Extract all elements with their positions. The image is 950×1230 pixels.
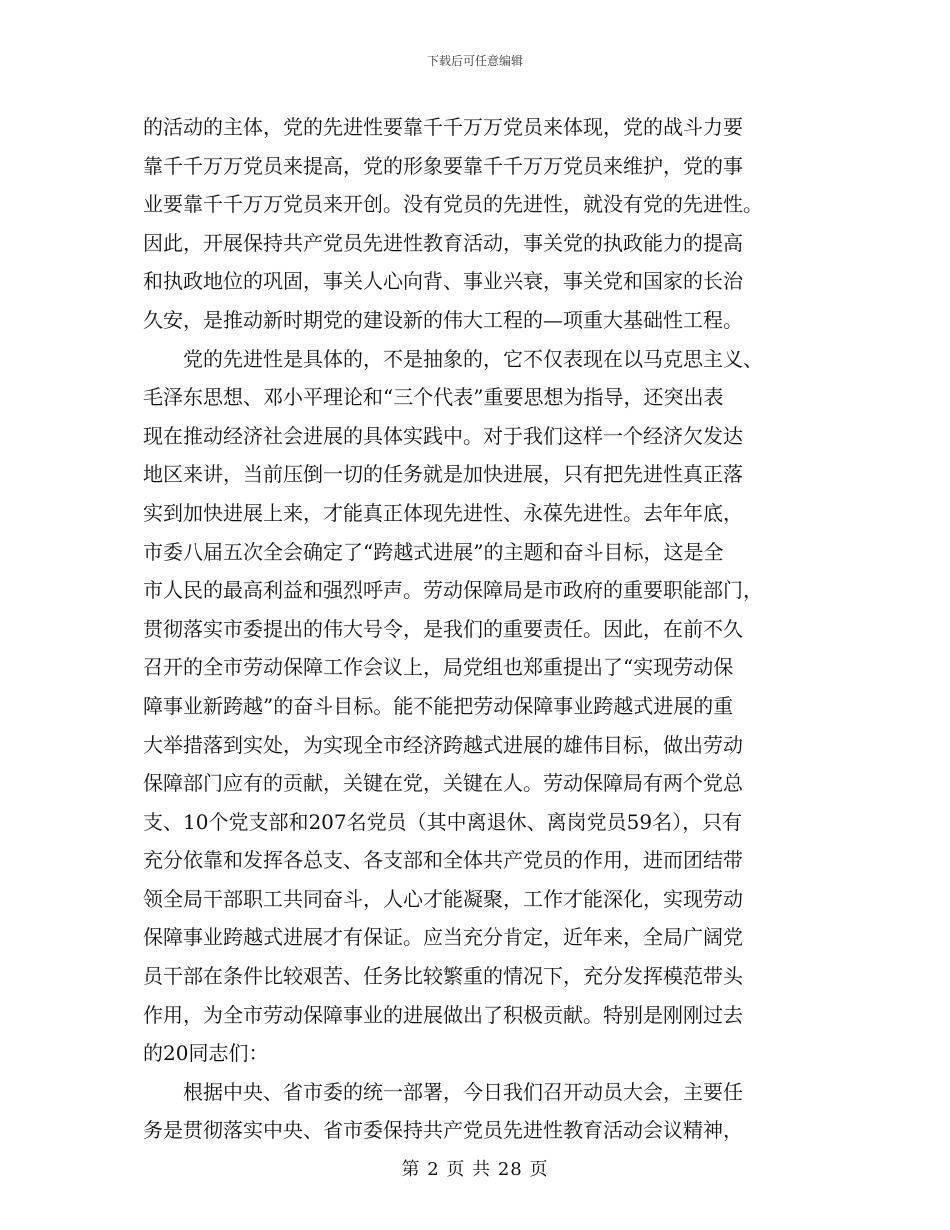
text-line: 召开的全市劳动保障工作会议上，局党组也郑重提出了“实现劳动保 — [143, 655, 734, 680]
text-line: 保障部门应有的贡献，关键在党，关键在人。劳动保障局有两个党总 — [143, 771, 743, 796]
page-number-footer: 第 2 页 共 28 页 — [401, 1159, 549, 1180]
text-line: 支、10个党支部和207名党员（其中离退休、离岗党员59名），只有 — [143, 809, 743, 834]
text-line: 作用，为全市劳动保障事业的进展做出了积极贡献。特别是刚刚过去 — [143, 1002, 743, 1027]
page-header: 下载后可任意编辑 — [426, 54, 523, 68]
text-line: 业要靠千千万万党员来开创。没有党员的先进性，就没有党的先进性。 — [143, 192, 763, 217]
text-line: 大举措落到实处，为实现全市经济跨越式进展的雄伟目标，做出劳动 — [143, 732, 743, 757]
text-line: 员干部在条件比较艰苦、任务比较繁重的情况下，充分发挥模范带头 — [143, 964, 743, 989]
body-text — [143, 108, 807, 1150]
text-line: 的20同志们： — [143, 1041, 269, 1066]
text-line: 地区来讲，当前压倒一切的任务就是加快进展，只有把先进性真正落 — [143, 462, 743, 487]
text-line: 靠千千万万党员来提高，党的形象要靠千千万万党员来维护，党的事 — [143, 153, 743, 178]
text-line: 的活动的主体，党的先进性要靠千千万万党员来体现，党的战斗力要 — [143, 115, 743, 139]
text-line: 党的先进性是具体的，不是抽象的，它不仅表现在以马克思主义、 — [143, 346, 763, 371]
text-line: 市委八届五次全会确定了“跨越式进展”的主题和奋斗目标，这是全 — [143, 539, 724, 564]
text-line: 贯彻落实市委提出的伟大号令，是我们的重要责任。因此，在前不久 — [143, 616, 743, 641]
text-line: 现在推动经济社会进展的具体实践中。对于我们这样一个经济欠发达 — [143, 423, 743, 448]
text-line: 久安，是推动新时期党的建设新的伟大工程的—项重大基础性工程。 — [143, 307, 743, 332]
text-line: 领全局干部职工共同奋斗，人心才能凝聚，工作才能深化，实现劳动 — [143, 886, 743, 911]
text-line: 实到加快进展上来，才能真正体现先进性、永葆先进性。去年年底， — [143, 500, 743, 525]
text-line: 因此，开展保持共产党员先进性教育活动，事关党的执政能力的提高 — [143, 230, 743, 255]
text-line: 障事业新跨越”的奋斗目标。能不能把劳动保障事业跨越式进展的重 — [143, 693, 734, 718]
text-line: 和执政地位的巩固，事关人心向背、事业兴衰，事关党和国家的长治 — [143, 269, 743, 294]
text-line: 保障事业跨越式进展才有保证。应当充分肯定，近年来，全局广阔党 — [143, 925, 743, 950]
text-line: 务是贯彻落实中央、省市委保持共产党员先进性教育活动会议精神， — [143, 1118, 743, 1143]
text-line: 市人民的最高利益和强烈呼声。劳动保障局是市政府的重要职能部门， — [143, 578, 763, 603]
text-line: 充分依靠和发挥各总支、各支部和全体共产党员的作用，进而团结带 — [143, 848, 743, 873]
text-line: 根据中央、省市委的统一部署，今日我们召开动员大会，主要任 — [143, 1079, 743, 1104]
text-line: 毛泽东思想、邓小平理论和“三个代表”重要思想为指导，还突出表 — [143, 385, 724, 410]
